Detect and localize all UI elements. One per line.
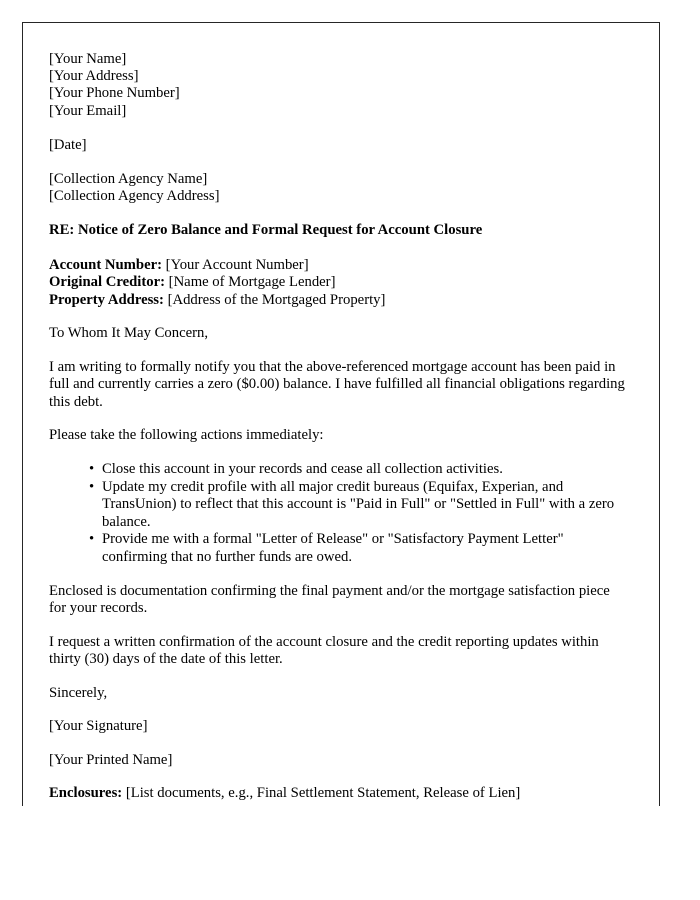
spacer: [49, 702, 627, 718]
spacer: [49, 445, 627, 461]
sender-phone: [Your Phone Number]: [49, 85, 180, 102]
list-item: • Provide me with a formal "Letter of Release" or "Satisfactory Payment Letter" confirming that no further funds are owed.: [89, 531, 627, 566]
spacer: [49, 343, 627, 359]
spacer: [49, 154, 627, 171]
property-address-value: [Address of the Mortgaged Property]: [167, 291, 386, 308]
account-number-value: [Your Account Number]: [165, 256, 309, 273]
spacer: [49, 618, 627, 634]
property-address-label: Property Address:: [49, 291, 164, 308]
salutation: To Whom It May Concern,: [49, 325, 209, 342]
property-address-field: [49, 292, 627, 309]
signature-placeholder: [Your Signature]: [49, 718, 148, 735]
enclosures-label: Enclosures:: [49, 785, 123, 802]
date-line: [Date]: [49, 136, 87, 153]
reference-fields-block: [49, 257, 627, 309]
original-creditor-field: [49, 274, 627, 291]
account-number-field: [49, 257, 627, 274]
enclosures-value: [List documents, e.g., Final Settlement Statement, Release of Lien]: [125, 785, 521, 802]
recipient-address: [Collection Agency Address]: [49, 188, 220, 205]
spacer: [49, 120, 627, 137]
spacer: [49, 669, 627, 685]
recipient-name: [Collection Agency Name]: [49, 171, 208, 188]
printed-name-placeholder: [Your Printed Name]: [49, 751, 173, 768]
sign-off: Sincerely,: [49, 684, 108, 701]
list-item: • Close this account in your records and cease all collection activities.: [89, 461, 627, 479]
original-creditor-value: [Name of Mortgage Lender]: [168, 274, 336, 291]
spacer: [49, 567, 627, 583]
original-creditor-label: Original Creditor:: [49, 274, 165, 291]
list-item: • Update my credit profile with all major credit bureaus (Equifax, Experian, and TransUnion) to reflect that this account is "Paid in Full" or "Settled in Full" with a zero balance.: [89, 479, 627, 532]
body-paragraph-1: I am writing to formally notify you that the above-referenced mortgage account has been paid in full and currently carries a zero ($0.00) balance. I have fulfilled all financial obligations regarding this debt.: [49, 358, 625, 410]
enclosures-line: [49, 785, 627, 802]
action-list-intro: Please take the following actions immediately:: [49, 427, 324, 444]
spacer: [49, 769, 627, 785]
recipient-address-block: [49, 171, 627, 205]
spacer: [49, 411, 627, 427]
letter-body: [49, 51, 627, 803]
letter-page: [22, 22, 660, 806]
action-list: [49, 461, 627, 567]
account-number-label: Account Number:: [49, 256, 162, 273]
sender-address: [Your Address]: [49, 68, 139, 85]
body-paragraph-3: I request a written confirmation of the account closure and the credit reporting updates within thirty (30) days of the date of this letter.: [49, 633, 599, 668]
subject-line: RE: Notice of Zero Balance and Formal Request for Account Closure: [49, 222, 483, 239]
spacer: [49, 240, 627, 257]
spacer: [49, 736, 627, 752]
sender-email: [Your Email]: [49, 102, 127, 119]
sender-name: [Your Name]: [49, 51, 127, 67]
sender-address-block: [49, 51, 627, 120]
spacer: [49, 205, 627, 222]
spacer: [49, 309, 627, 325]
body-paragraph-2: Enclosed is documentation confirming the final payment and/or the mortgage satisfaction piece for your records.: [49, 582, 610, 617]
